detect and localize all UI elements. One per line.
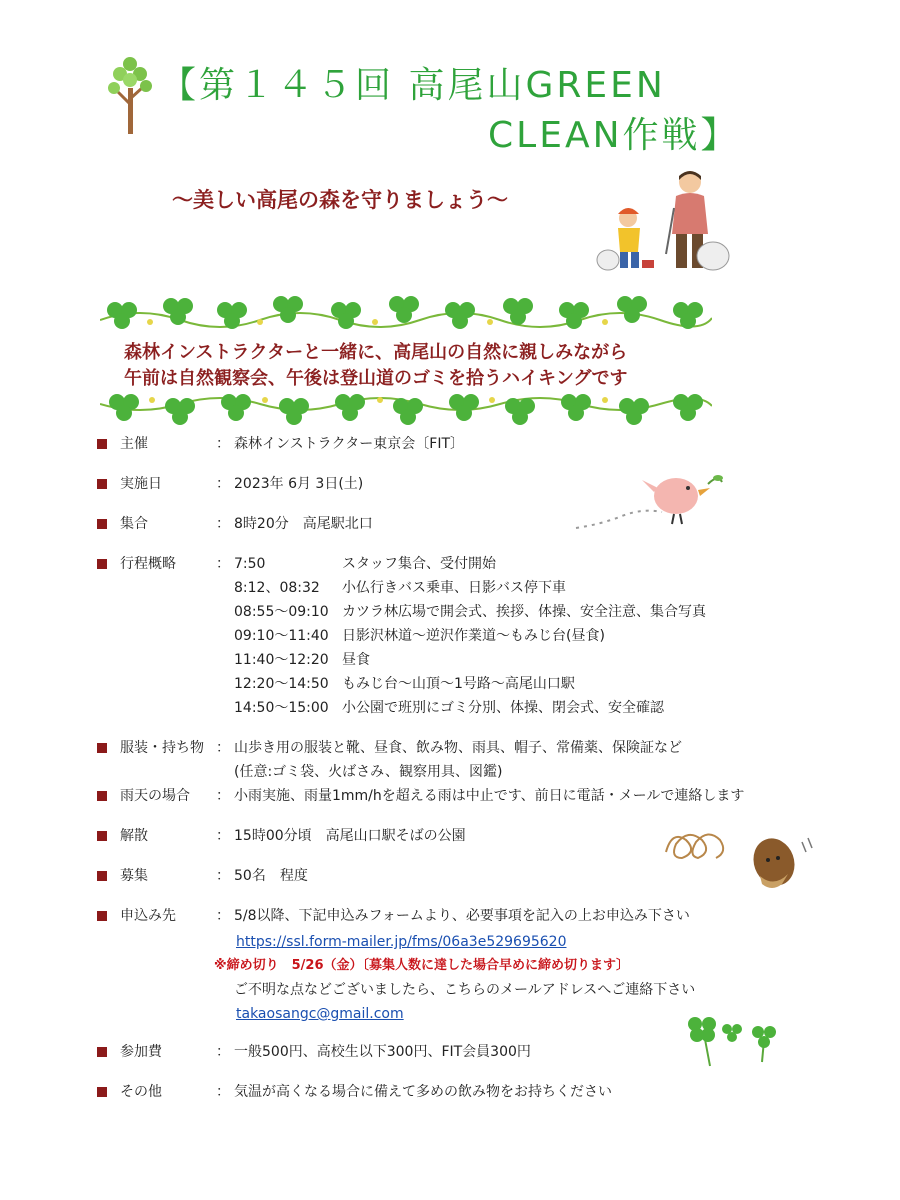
- bullet-icon: [97, 559, 107, 569]
- colon: ：: [216, 1044, 230, 1060]
- bullet-icon: [97, 871, 107, 881]
- bullet-icon: [97, 743, 107, 753]
- schedule-desc: 昼食: [342, 652, 370, 668]
- contact-email-link[interactable]: takaosangc@gmail.com: [236, 1006, 404, 1022]
- other-row: [0, 1082, 900, 1102]
- schedule-time: 11:40～12:20: [234, 652, 329, 668]
- subtitle: ～美しい高尾の森を守りましょう～: [172, 188, 508, 212]
- organizer-row: [0, 434, 900, 454]
- colon: ：: [216, 556, 230, 572]
- schedule-desc: 小仏行きバス乗車、日影バス停下車: [342, 580, 566, 596]
- application-instructions: 5/8以降、下記申込みフォームより、必要事項を記入の上お申込み下さい: [234, 908, 690, 924]
- bullet-icon: [97, 1087, 107, 1097]
- colon: ：: [216, 476, 230, 492]
- recruit-label: 募集: [120, 868, 148, 884]
- schedule-time: 12:20～14:50: [234, 676, 329, 692]
- schedule-desc: スタッフ集合、受付開始: [342, 556, 496, 572]
- banner-line-2: 午前は自然観察会、午後は登山道のゴミを拾うハイキングです: [124, 368, 628, 389]
- colon: ：: [216, 740, 230, 756]
- bullet-icon: [97, 479, 107, 489]
- fee-row: [0, 1042, 900, 1062]
- meeting-row: [0, 514, 900, 534]
- colon: ：: [216, 908, 230, 924]
- colon: ：: [216, 788, 230, 804]
- clover-vine-top: [100, 292, 712, 338]
- date-value: 2023年 6月 3日(土): [234, 476, 364, 492]
- meeting-label: 集合: [120, 516, 148, 532]
- schedule-desc: 小公園で班別にゴミ分別、体操、閉会式、安全確認: [342, 700, 664, 716]
- date-row: [0, 474, 900, 494]
- schedule-desc: 日影沢林道～逆沢作業道～もみじ台(昼食): [342, 628, 605, 644]
- schedule-time: 08:55～09:10: [234, 604, 329, 620]
- schedule-time: 14:50～15:00: [234, 700, 329, 716]
- bullet-icon: [97, 1047, 107, 1057]
- organizer-value: 森林インストラクター東京会〔FIT〕: [234, 436, 465, 452]
- bullet-icon: [97, 791, 107, 801]
- rain-label: 雨天の場合: [120, 788, 190, 804]
- bullet-icon: [97, 831, 107, 841]
- colon: ：: [216, 828, 230, 844]
- other-value: 気温が高くなる場合に備えて多めの飲み物をお持ちください: [234, 1084, 612, 1100]
- recruit-row: [0, 866, 900, 886]
- clothing-row: [0, 738, 900, 758]
- bullet-icon: [97, 911, 107, 921]
- schedule-desc: カツラ林広場で開会式、挨拶、体操、安全注意、集合写真: [342, 604, 706, 620]
- application-row: [0, 906, 900, 926]
- recruit-value: 50名 程度: [234, 868, 308, 884]
- schedule-time: 8:12、08:32: [234, 580, 320, 596]
- title-line-2: CLEAN作戦】: [488, 115, 740, 156]
- schedule-time: 09:10～11:40: [234, 628, 329, 644]
- schedule-time: 7:50: [234, 556, 266, 572]
- organizer-label: 主催: [120, 436, 148, 452]
- title-line-1: 【第１４５回 高尾山GREEN: [160, 65, 666, 106]
- rain-row: [0, 786, 900, 806]
- clothing-value: 山歩き用の服装と靴、昼食、飲み物、雨具、帽子、常備薬、保険証など: [234, 740, 682, 756]
- dismissal-label: 解散: [120, 828, 148, 844]
- clothing-label: 服装・持ち物: [120, 740, 204, 756]
- deadline-notice: ※締め切り 5/26（金）〔募集人数に達した場合早めに締め切ります〕: [214, 958, 630, 973]
- clover-vine-bottom: [100, 382, 712, 428]
- bullet-icon: [97, 519, 107, 529]
- schedule-label: 行程概略: [120, 556, 176, 572]
- contact-note: ご不明な点などございましたら、こちらのメールアドレスへご連絡下さい: [234, 982, 696, 998]
- tree-icon: [104, 54, 156, 136]
- application-form-link[interactable]: https://ssl.form-mailer.jp/fms/06a3e529695620: [236, 934, 567, 950]
- fee-label: 参加費: [120, 1044, 162, 1060]
- application-label: 申込み先: [120, 908, 176, 924]
- colon: ：: [216, 1084, 230, 1100]
- date-label: 実施日: [120, 476, 162, 492]
- colon: ：: [216, 868, 230, 884]
- bullet-icon: [97, 439, 107, 449]
- dismissal-value: 15時00分頃 高尾山口駅そばの公園: [234, 828, 466, 844]
- colon: ：: [216, 436, 230, 452]
- other-label: その他: [120, 1084, 162, 1100]
- clothing-note: (任意:ゴミ袋、火ばさみ、観察用具、図鑑): [234, 764, 503, 780]
- colon: ：: [216, 516, 230, 532]
- schedule-desc: もみじ台～山頂～1号路～高尾山口駅: [342, 676, 575, 692]
- rain-value: 小雨実施、雨量1mm/hを超える雨は中止です、前日に電話・メールで連絡します: [234, 788, 745, 804]
- people-picking-trash-illustration: [592, 168, 742, 280]
- meeting-value: 8時20分 高尾駅北口: [234, 516, 373, 532]
- banner-line-1: 森林インストラクターと一緒に、高尾山の自然に親しみながら: [124, 342, 628, 363]
- fee-value: 一般500円、高校生以下300円、FIT会員300円: [234, 1044, 531, 1060]
